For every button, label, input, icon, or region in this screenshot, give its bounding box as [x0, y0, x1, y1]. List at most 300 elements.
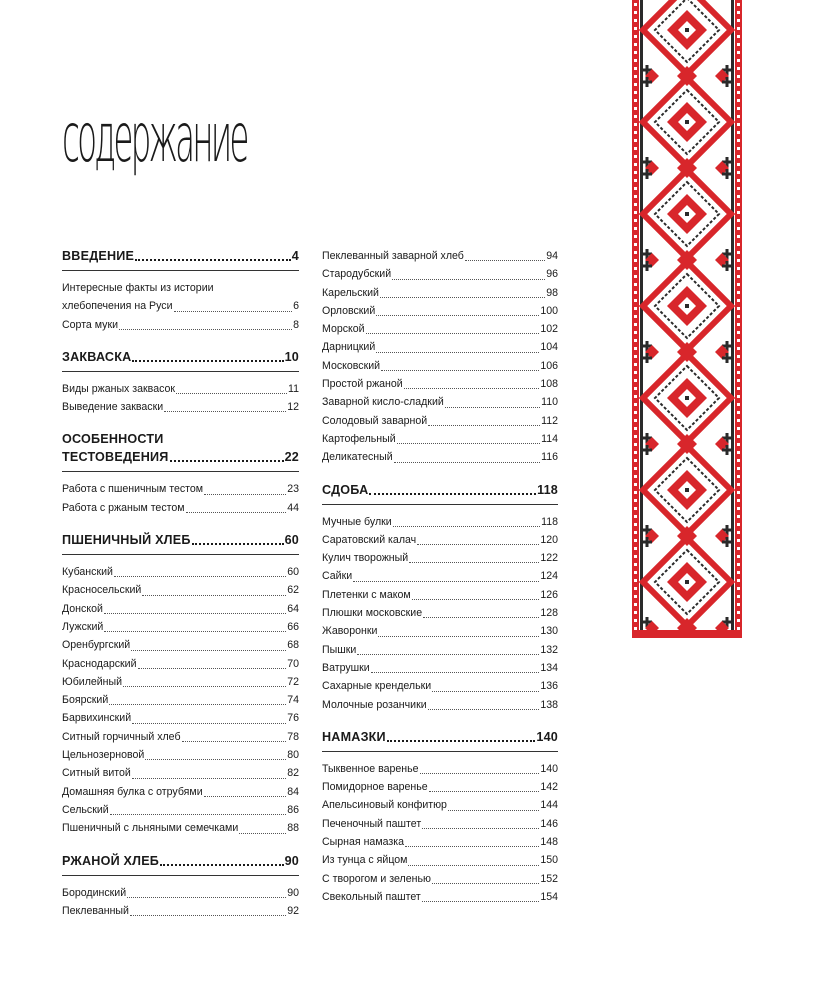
ornament-stitch — [634, 227, 637, 230]
toc-entry[interactable] — [322, 513, 558, 531]
dot-leader — [145, 759, 286, 760]
ornament-stitch — [634, 123, 637, 126]
toc-entry-page: 60 — [287, 566, 299, 579]
ornament-stitch — [737, 579, 740, 582]
ornament-stitch — [634, 219, 637, 222]
toc-entry-label: Оренбургский — [62, 639, 131, 652]
toc-entry[interactable] — [322, 357, 558, 375]
dot-leader — [114, 576, 286, 577]
toc-entry[interactable] — [62, 783, 299, 801]
toc-entry[interactable] — [62, 398, 299, 416]
toc-entry[interactable] — [62, 655, 299, 673]
ornament-stitch — [737, 115, 740, 118]
toc-entry[interactable] — [322, 870, 558, 888]
ornament-stitch — [634, 539, 637, 542]
toc-entry-label: Лужский — [62, 620, 104, 633]
ornament-stitch — [634, 131, 637, 134]
dot-leader — [239, 833, 286, 834]
toc-entry-page: 136 — [540, 680, 558, 693]
toc-right-column — [322, 247, 558, 906]
dot-leader — [123, 686, 286, 687]
dot-leader — [138, 668, 287, 669]
section-heading[interactable] — [62, 852, 299, 876]
ornament-stitch — [634, 323, 637, 326]
toc-entry-label: Виды ржаных заквасок — [62, 382, 176, 395]
ornament-stitch — [634, 403, 637, 406]
toc-entry-label: Деликатесный — [322, 451, 393, 464]
ornament-stitch — [737, 139, 740, 142]
toc-section — [62, 838, 299, 921]
toc-entry[interactable] — [322, 375, 558, 393]
ornament-stitch — [634, 275, 637, 278]
dot-leader — [204, 494, 286, 495]
dot-leader — [119, 329, 292, 330]
ornament-stitch — [634, 371, 637, 374]
dot-leader — [104, 631, 286, 632]
toc-entry-label: Заварной кисло-сладкий — [322, 396, 444, 409]
ornament-center-dot — [685, 28, 689, 32]
section-heading[interactable] — [62, 430, 299, 472]
ornament-stitch — [737, 291, 740, 294]
ornament-stitch — [634, 147, 637, 150]
ornament-cross — [726, 169, 729, 179]
ornament-stitch — [634, 11, 637, 14]
toc-entry-label: Плетенки с маком — [322, 588, 411, 601]
toc-entry-page: 144 — [540, 799, 558, 812]
toc-entry-label: Кубанский — [62, 566, 113, 579]
ornament-stitch — [634, 427, 637, 430]
toc-entry-page: 11 — [288, 382, 299, 395]
toc-entry[interactable] — [62, 316, 299, 334]
ornament-stitch — [634, 395, 637, 398]
toc-entry[interactable] — [322, 888, 558, 906]
toc-entry[interactable] — [322, 659, 558, 677]
toc-entry[interactable] — [62, 709, 299, 727]
toc-entry-page: 126 — [540, 588, 558, 601]
toc-entry-page: 92 — [287, 904, 299, 917]
dot-leader — [465, 260, 545, 261]
ornament-stitch — [634, 19, 637, 22]
ornament-stitch — [737, 131, 740, 134]
ornament-stitch — [737, 35, 740, 38]
ornament-stitch — [634, 331, 637, 334]
ornament-stitch — [634, 203, 637, 206]
dot-leader — [423, 617, 539, 618]
toc-entry-page: 130 — [540, 625, 558, 638]
toc-entry[interactable] — [62, 563, 299, 581]
ornament-stitch — [737, 19, 740, 22]
ornament-stitch — [634, 499, 637, 502]
ornament-center-dot — [685, 304, 689, 308]
ornament-stitch — [737, 43, 740, 46]
section-heading[interactable] — [322, 481, 558, 505]
toc-entry[interactable] — [322, 412, 558, 430]
ornament-stitch — [737, 555, 740, 558]
ornament-stitch — [634, 611, 637, 614]
section-title: НАМАЗКИ — [322, 729, 386, 744]
section-heading[interactable] — [62, 531, 299, 555]
dot-leader — [409, 562, 539, 563]
ornament-stitch — [634, 251, 637, 254]
ornament-stitch — [634, 363, 637, 366]
toc-entry-page: 62 — [287, 584, 299, 597]
ornament-stitch — [634, 571, 637, 574]
section-gap — [322, 467, 558, 481]
ornament-stitch — [737, 507, 740, 510]
ornament-stitch — [737, 491, 740, 494]
toc-entry[interactable] — [62, 480, 299, 498]
dot-leader — [357, 654, 539, 655]
section-gap — [62, 838, 299, 852]
ornament-stitch — [737, 91, 740, 94]
toc-entry-label: Работа с ржаным тестом — [62, 501, 185, 514]
toc-entry[interactable] — [322, 320, 558, 338]
ornament-cross — [726, 261, 729, 271]
toc-entry-label: Пшеничный с льняными семечками — [62, 822, 239, 835]
toc-entry[interactable] — [322, 247, 558, 265]
ornament-cross — [726, 77, 729, 87]
toc-entry-label: Мучные булки — [322, 515, 392, 528]
dot-leader — [371, 672, 540, 673]
ornament-cross — [646, 353, 649, 363]
toc-entry[interactable] — [62, 728, 299, 746]
toc-entry-label: Картофельный — [322, 432, 396, 445]
toc-entry[interactable] — [62, 673, 299, 691]
dot-leader — [160, 864, 284, 866]
section-page: 140 — [536, 729, 558, 744]
section-title: ВВЕДЕНИЕ — [62, 249, 135, 263]
toc-entry[interactable] — [62, 691, 299, 709]
toc-entry[interactable] — [322, 622, 558, 640]
ornament-stitch — [737, 11, 740, 14]
toc-entry[interactable] — [62, 764, 299, 782]
ornament-stitch — [634, 387, 637, 390]
ornament-stitch — [737, 163, 740, 166]
dot-leader — [404, 388, 540, 389]
ornament-stitch — [634, 211, 637, 214]
dot-leader — [381, 370, 539, 371]
toc-entry[interactable] — [322, 567, 558, 585]
ornament-stitch — [634, 627, 637, 630]
dot-leader — [131, 650, 286, 651]
toc-entry-label: Плюшки московские — [322, 607, 423, 620]
ornament-stitch — [634, 411, 637, 414]
toc-entry[interactable] — [322, 641, 558, 659]
toc-entry-label: Ситный витой — [62, 767, 131, 780]
ornament-stitch — [634, 163, 637, 166]
dot-leader — [393, 526, 540, 527]
ornament-stitch — [737, 219, 740, 222]
toc-entry-page: 106 — [540, 359, 558, 372]
dot-leader — [429, 791, 540, 792]
ornament-stitch — [737, 379, 740, 382]
toc-entry[interactable] — [322, 531, 558, 549]
toc-entry[interactable] — [62, 279, 299, 316]
toc-entry-label: Печеночный паштет — [322, 817, 422, 830]
ornament-stitch — [634, 347, 637, 350]
toc-entry-label: Донской — [62, 602, 103, 615]
toc-entry-label: Сельский — [62, 803, 109, 816]
toc-entry-label: Простой ржаной — [322, 378, 403, 391]
ornament-stitch — [634, 243, 637, 246]
toc-entry-page: 74 — [287, 694, 299, 707]
toc-section — [62, 334, 299, 417]
toc-entry-page: 154 — [540, 890, 558, 903]
ornament-stitch — [634, 467, 637, 470]
toc-entry[interactable] — [322, 448, 558, 466]
ornament-stitch — [634, 619, 637, 622]
toc-entry-page: 150 — [540, 854, 558, 867]
ornament-stitch — [634, 307, 637, 310]
ornament-stitch — [634, 379, 637, 382]
ornament-border-left — [632, 0, 639, 638]
ornament-stitch — [737, 195, 740, 198]
toc-entry-page: 138 — [540, 698, 558, 711]
ornament-stitch — [634, 43, 637, 46]
toc-entry[interactable] — [62, 884, 299, 902]
ornament-stitch — [737, 155, 740, 158]
section-heading[interactable] — [322, 728, 558, 752]
dot-leader — [376, 352, 539, 353]
ornament-stitch — [737, 67, 740, 70]
ornament-stitch — [634, 259, 637, 262]
toc-entry-label: Домашняя булка с отрубями — [62, 785, 203, 798]
ornament-stitch — [737, 347, 740, 350]
toc-entry-page: 120 — [540, 533, 558, 546]
toc-entry[interactable] — [322, 815, 558, 833]
ornament-stitch — [737, 587, 740, 590]
dot-leader — [174, 311, 293, 312]
ornament-stitch — [737, 3, 740, 6]
toc-entry-label: Сайки — [322, 570, 353, 583]
ornament-stitch — [737, 171, 740, 174]
toc-entry-label: Солодовый заварной — [322, 414, 428, 427]
toc-entry[interactable] — [62, 902, 299, 920]
toc-entry[interactable] — [322, 338, 558, 356]
ornament-stitch — [737, 523, 740, 526]
dot-leader — [164, 411, 286, 412]
ornament-stitch — [737, 571, 740, 574]
ornament-stitch — [634, 59, 637, 62]
toc-entry[interactable] — [62, 581, 299, 599]
dot-leader — [104, 613, 286, 614]
ornament-stitch — [737, 243, 740, 246]
toc-entry-label: Боярский — [62, 694, 109, 707]
dot-leader — [204, 796, 287, 797]
section-page: 118 — [537, 482, 558, 497]
toc-entry-label: Саратовский калач — [322, 533, 417, 546]
toc-entry-label: Ситный горчичный хлеб — [62, 730, 181, 743]
ornament-stitch — [737, 235, 740, 238]
dot-leader — [432, 691, 539, 692]
ornament-stitch — [737, 203, 740, 206]
toc-entry[interactable] — [322, 796, 558, 814]
toc-entry[interactable] — [322, 430, 558, 448]
ornament-stitch — [737, 123, 740, 126]
toc-entry[interactable] — [322, 778, 558, 796]
toc-entry[interactable] — [62, 801, 299, 819]
toc-entry-label: Сахарные крендельки — [322, 680, 432, 693]
toc-section — [62, 247, 299, 334]
dot-leader — [353, 581, 539, 582]
ornament-stitch — [634, 99, 637, 102]
dot-leader — [420, 773, 540, 774]
toc-entry[interactable] — [322, 760, 558, 778]
toc-entry-page: 94 — [546, 250, 558, 262]
toc-entry-page: 82 — [287, 767, 299, 780]
toc-entry-label: Карельский — [322, 286, 379, 299]
ornament-stitch — [634, 515, 637, 518]
ornament-stitch — [634, 547, 637, 550]
toc-section — [322, 714, 558, 906]
toc-entry[interactable] — [322, 302, 558, 320]
toc-entry-page: 140 — [540, 762, 558, 775]
ornament-stitch — [737, 515, 740, 518]
toc-entry[interactable] — [322, 604, 558, 622]
page-title: содержание — [62, 99, 247, 178]
toc-entry[interactable] — [322, 549, 558, 567]
toc-entry-page: 66 — [287, 620, 299, 633]
ornament-center-dot — [685, 488, 689, 492]
toc-entry-label: С творогом и зеленью — [322, 872, 431, 885]
dot-leader — [127, 897, 286, 898]
section-title: РЖАНОЙ ХЛЕБ — [62, 853, 160, 868]
ornament-stitch — [634, 451, 637, 454]
ornament-stitch — [737, 611, 740, 614]
dot-leader — [378, 636, 539, 637]
dot-leader — [408, 865, 539, 866]
toc-entry-page: 64 — [287, 602, 299, 615]
ornament-cross — [726, 445, 729, 455]
toc-entry[interactable] — [322, 677, 558, 695]
toc-entry-label: Интересные факты из истории — [62, 282, 214, 294]
toc-entry[interactable] — [62, 819, 299, 837]
section-page: 10 — [284, 349, 299, 364]
toc-entry-page: 88 — [287, 822, 299, 835]
ornament-stitch — [737, 323, 740, 326]
ornament-stitch — [737, 187, 740, 190]
ornament-stitch — [634, 419, 637, 422]
section-gap — [62, 334, 299, 348]
ornament-stitch — [634, 51, 637, 54]
toc-entry[interactable] — [322, 393, 558, 411]
toc-entry-page: 78 — [287, 730, 299, 743]
toc-entry[interactable] — [322, 284, 558, 302]
dot-leader — [397, 443, 540, 444]
toc-entry[interactable] — [322, 696, 558, 714]
ornament-stitch — [737, 227, 740, 230]
ornament-stitch — [737, 443, 740, 446]
toc-entry-label: Пеклеванный — [62, 904, 129, 917]
ornament-stitch — [634, 267, 637, 270]
ornament-stitch — [737, 499, 740, 502]
toc-entry[interactable] — [62, 380, 299, 398]
toc-entry-label: Выведение закваски — [62, 401, 164, 414]
toc-entry-page: 68 — [287, 639, 299, 652]
toc-entry[interactable] — [62, 618, 299, 636]
toc-entry-page: 104 — [540, 341, 558, 354]
toc-entry[interactable] — [62, 600, 299, 618]
toc-entry[interactable] — [62, 499, 299, 517]
ornament-stitch — [634, 579, 637, 582]
ornament-stitch — [634, 555, 637, 558]
ornament-stitch — [634, 603, 637, 606]
ornament-stitch — [737, 483, 740, 486]
ornament-stitch — [737, 75, 740, 78]
toc-entry-page: 128 — [540, 607, 558, 620]
dot-leader — [132, 778, 286, 779]
toc-entry-page: 80 — [287, 749, 299, 762]
embroidery-ornament — [632, 0, 742, 638]
ornament-stitch — [737, 59, 740, 62]
ornament-stitch — [737, 267, 740, 270]
toc-entry[interactable] — [322, 851, 558, 869]
ornament-stitch — [737, 459, 740, 462]
ornament-cross — [646, 77, 649, 87]
toc-entry-page: 152 — [540, 872, 558, 885]
toc-entry-label: хлебопечения на Руси — [62, 300, 173, 313]
toc-entry-label: Свекольный паштет — [322, 890, 421, 903]
ornament-stitch — [737, 283, 740, 286]
ornament-stitch — [737, 299, 740, 302]
section-heading-line — [62, 448, 299, 466]
toc-entry-page: 90 — [287, 886, 299, 899]
toc-entry-label: Пеклеванный заварной хлеб — [322, 250, 464, 262]
toc-entry[interactable] — [322, 586, 558, 604]
ornament-stitch — [634, 235, 637, 238]
ornament-stitch — [737, 83, 740, 86]
ornament-stitch — [737, 275, 740, 278]
toc-entry[interactable] — [322, 833, 558, 851]
toc-entry-label: Дарницкий — [322, 341, 376, 354]
ornament-stitch — [737, 531, 740, 534]
section-heading[interactable] — [62, 348, 299, 372]
ornament-center-dot — [685, 120, 689, 124]
toc-entry-label: Юбилейный — [62, 675, 123, 688]
ornament-border-right — [735, 0, 742, 638]
section-heading[interactable] — [62, 247, 299, 271]
toc-entry-page: 122 — [540, 552, 558, 565]
toc-entry[interactable] — [62, 746, 299, 764]
ornament-stitch — [634, 595, 637, 598]
toc-entry[interactable] — [62, 636, 299, 654]
dot-leader — [445, 407, 540, 408]
ornament-stitch — [634, 483, 637, 486]
dot-leader — [422, 901, 540, 902]
dot-leader — [132, 723, 286, 724]
ornament-stitch — [634, 3, 637, 6]
toc-entry-label: Помидорное варенье — [322, 781, 428, 794]
section-gap — [322, 714, 558, 728]
dot-leader — [132, 360, 283, 362]
dot-leader — [186, 512, 287, 513]
dot-leader — [130, 915, 286, 916]
ornament-stitch — [737, 179, 740, 182]
toc-entry-label: Цельнозерновой — [62, 749, 145, 762]
section-title: СДОБА — [322, 482, 369, 497]
ornament-stitch — [737, 603, 740, 606]
toc-entry-page: 108 — [540, 378, 558, 391]
section-title: ЗАКВАСКА — [62, 349, 132, 364]
dot-leader — [376, 315, 539, 316]
toc-entry-label: Тыквенное варенье — [322, 762, 419, 775]
toc-entry[interactable] — [322, 265, 558, 283]
ornament-stitch — [634, 339, 637, 342]
ornament-stitch — [634, 139, 637, 142]
toc-section — [62, 416, 299, 517]
toc-entry-page: 134 — [540, 661, 558, 674]
ornament-stitch — [737, 403, 740, 406]
